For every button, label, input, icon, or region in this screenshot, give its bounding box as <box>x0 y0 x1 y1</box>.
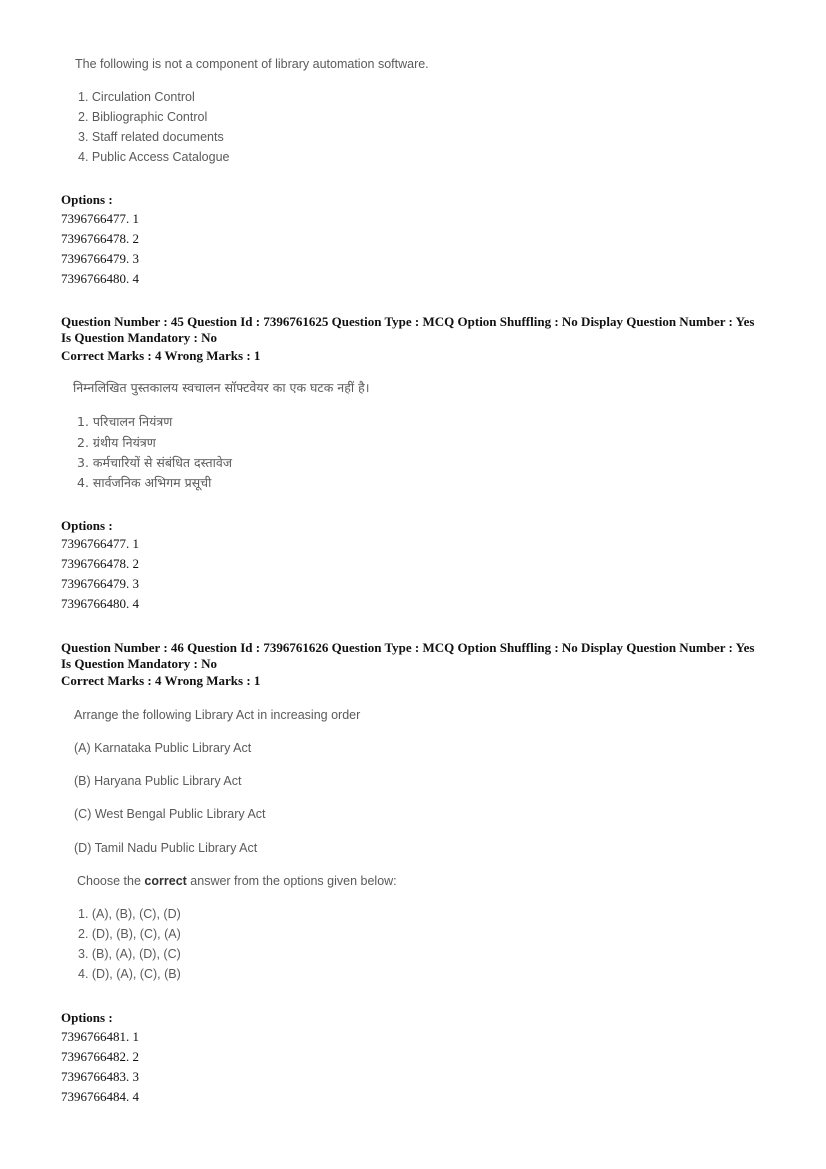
q44-option-4: 7396766480. 4 <box>61 271 139 286</box>
q46-choice-2: 2. (D), (B), (C), (A) <box>78 927 181 941</box>
q44-options-label: Options : <box>61 192 113 207</box>
q44-choice-1: 1. Circulation Control <box>78 90 195 104</box>
q46-options-list <box>61 1027 139 1107</box>
q45-meta-line1: Question Number : 45 Question Id : 7396761625 Question Type : MCQ Option Shuffling : No Display Question Number : Yes <box>61 314 755 329</box>
q46-stem: Arrange the following Library Act in increasing order <box>74 708 361 722</box>
q45-choice-1: 1. परिचालन नियंत्रण <box>77 414 173 429</box>
q44-option-1: 7396766477. 1 <box>61 211 139 226</box>
q46-meta-line1: Question Number : 46 Question Id : 7396761626 Question Type : MCQ Option Shuffling : No Display Question Number : Yes <box>61 640 755 655</box>
q46-instruction <box>77 874 397 888</box>
q45-option-3: 7396766479. 3 <box>61 576 139 591</box>
q45-option-4: 7396766480. 4 <box>61 596 139 611</box>
q46-option-1: 7396766481. 1 <box>61 1029 139 1044</box>
q44-option-2: 7396766478. 2 <box>61 231 139 246</box>
q44-choice-2: 2. Bibliographic Control <box>78 110 208 124</box>
q46-option-4: 7396766484. 4 <box>61 1089 139 1104</box>
q45-choice-4: 4. सार्वजनिक अभिगम प्रसूची <box>77 475 212 490</box>
q46-item-b: (B) Haryana Public Library Act <box>74 774 242 788</box>
q46-item-c: (C) West Bengal Public Library Act <box>74 807 266 821</box>
q44-stem: The following is not a component of library automation software. <box>75 57 429 71</box>
q45-choice-2: 2. ग्रंथीय नियंत्रण <box>77 435 156 450</box>
q46-meta-line3: Correct Marks : 4 Wrong Marks : 1 <box>61 673 261 688</box>
q46-choice-1: 1. (A), (B), (C), (D) <box>78 907 181 921</box>
q46-options-label: Options : <box>61 1010 113 1025</box>
q45-stem: निम्नलिखित पुस्तकालय स्वचालन सॉफ्टवेयर का एक घटक नहीं है। <box>73 380 370 395</box>
q46-option-3: 7396766483. 3 <box>61 1069 139 1084</box>
q46-option-2: 7396766482. 2 <box>61 1049 139 1064</box>
q44-options-list <box>61 209 139 289</box>
q44-choice-3: 3. Staff related documents <box>78 130 224 144</box>
q45-options-list <box>61 534 139 614</box>
q46-instruction-post: answer from the options given below: <box>186 874 397 888</box>
q44-option-3: 7396766479. 3 <box>61 251 139 266</box>
q45-choice-3: 3. कर्मचारियों से संबंधित दस्तावेज <box>77 455 233 470</box>
q45-options-label: Options : <box>61 518 113 533</box>
q46-instruction-pre: Choose the <box>77 874 145 888</box>
q46-choice-3: 3. (B), (A), (D), (C) <box>78 947 181 961</box>
q46-item-d: (D) Tamil Nadu Public Library Act <box>74 841 258 855</box>
q45-meta-line3: Correct Marks : 4 Wrong Marks : 1 <box>61 348 261 363</box>
q45-option-2: 7396766478. 2 <box>61 556 139 571</box>
q45-option-1: 7396766477. 1 <box>61 536 139 551</box>
q46-instruction-bold: correct <box>144 874 187 888</box>
q46-item-a: (A) Karnataka Public Library Act <box>74 741 252 755</box>
q46-meta-line2: Is Question Mandatory : No <box>61 656 218 671</box>
q46-choice-4: 4. (D), (A), (C), (B) <box>78 967 181 981</box>
q44-choice-4: 4. Public Access Catalogue <box>78 150 230 164</box>
q45-meta-line2: Is Question Mandatory : No <box>61 330 218 345</box>
